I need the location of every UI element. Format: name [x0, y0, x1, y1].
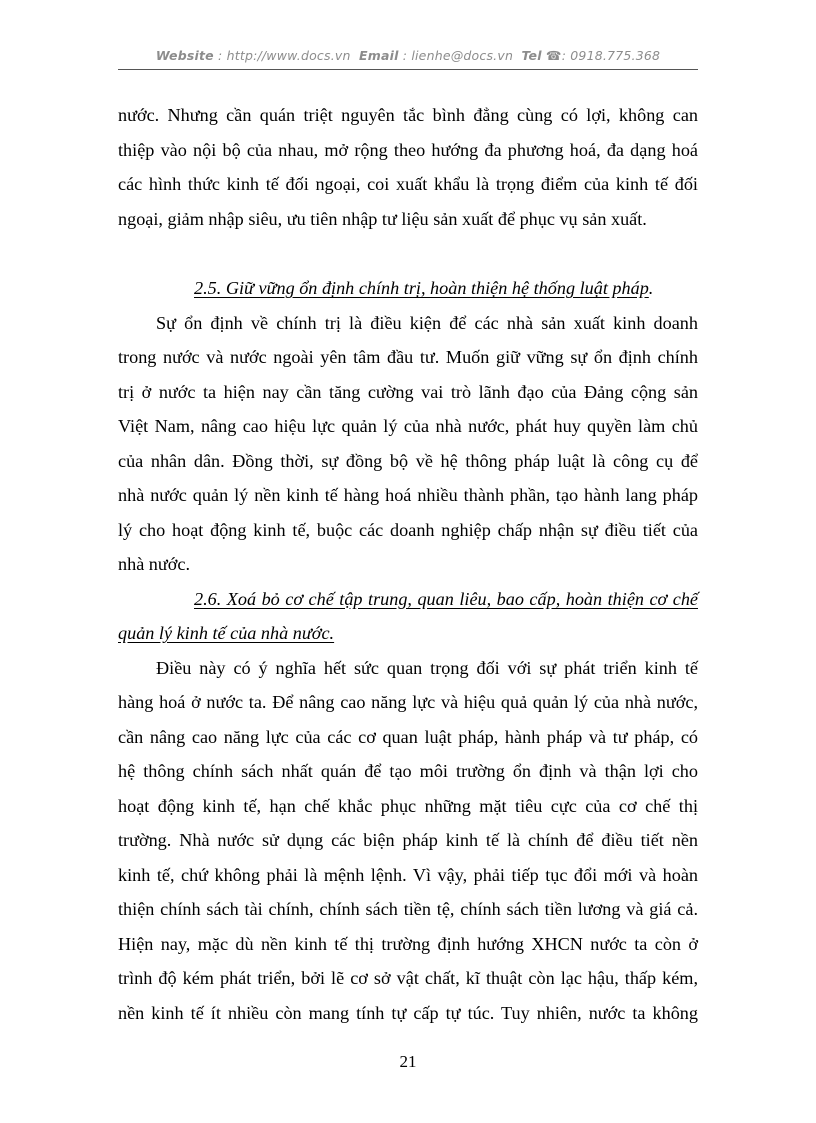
heading-text-line-1: 2.6. Xoá bỏ cơ chế tập trung, quan liêu, bao cấp, hoàn thiện cơ chế — [194, 588, 698, 609]
text-line: ngoại, giảm nhập siêu, ưu tiên nhập tư liệu sản xuất để phục vụ sản xuất. — [118, 208, 647, 229]
text-line: nền kinh tế ít nhiều còn mang tính tự cấp tự túc. Tuy nhiên, nước ta không — [118, 1002, 698, 1023]
tel-label: Tel — [521, 48, 542, 63]
text-line: kinh tế, chứ không phải là mệnh lệnh. Vì vậy, phải tiếp tục đổi mới và hoàn — [118, 864, 698, 885]
email-label: Email — [358, 48, 399, 63]
document-body — [118, 98, 698, 1030]
text-line: nhà nước. — [118, 554, 190, 574]
text-line: nước. Nhưng cần quán triệt nguyên tắc bình đẳng cùng có lợi, không can — [118, 105, 698, 125]
tel-value: : 0918.775.368 — [561, 48, 661, 63]
text-line: Việt Nam, nâng cao hiệu lực quản lý của nhà nước, phát huy quyền làm chủ — [118, 416, 698, 436]
text-line: trường. Nhà nước sử dụng các biện pháp kinh tế là chính để điều tiết nền — [118, 830, 698, 850]
section-heading-2-6 — [118, 582, 698, 651]
page-number: 21 — [399, 1052, 417, 1071]
heading-period: . — [648, 278, 654, 298]
text-line: thiệp vào nội bộ của nhau, mở rộng theo hướng đa phương hoá, đa dạng hoá — [118, 139, 698, 160]
website-label: Website — [155, 48, 214, 63]
text-line: trị ở nước ta hiện nay cần tăng cường vai trò lãnh đạo của Đảng cộng sản — [118, 381, 698, 402]
text-line: thiện chính sách tài chính, chính sách tiền tệ, chính sách tiền lương và giá cả. — [118, 899, 698, 919]
text-line: Sự ổn định về chính trị là điều kiện để các nhà sản xuất kinh doanh — [156, 312, 698, 333]
paragraph-3 — [118, 651, 698, 1031]
page-header — [118, 48, 698, 63]
paragraph-1 — [118, 98, 698, 236]
text-line: của nhân dân. Đồng thời, sự đồng bộ về hệ thông pháp luật là công cụ để — [118, 450, 698, 471]
header-rule — [118, 69, 698, 70]
text-line: trong nước và nước ngoài yên tâm đầu tư. Muốn giữ vững sự ổn định chính — [118, 347, 698, 367]
text-line: hàng hoá ở nước ta. Để nâng cao năng lực và hiệu quả quản lý của nhà nước, — [118, 692, 698, 712]
text-line: cần nâng cao năng lực của các cơ quan luật pháp, hành pháp và tư pháp, có — [118, 726, 698, 747]
paragraph-2 — [118, 306, 698, 582]
section-heading-2-5 — [118, 271, 698, 306]
phone-icon: ☎ — [545, 48, 562, 63]
website-value: : http://www.docs.vn — [218, 48, 351, 63]
email-value: : lienhe@docs.vn — [402, 48, 514, 63]
heading-text-line-2: quản lý kinh tế của nhà nước. — [118, 623, 335, 643]
text-line: trình độ kém phát triển, bởi lẽ cơ sở vật chất, kĩ thuật còn lạc hậu, thấp kém, — [118, 968, 698, 988]
heading-text: 2.5. Giữ vững ổn định chính trị, hoàn thiện hệ thống luật pháp — [194, 278, 649, 298]
text-line: nhà nước quản lý nền kinh tế hàng hoá nhiều thành phần, tạo hành lang pháp — [118, 485, 698, 505]
text-line: các hình thức kinh tế đối ngoại, coi xuất khẩu là trọng điểm của kinh tế đối — [118, 174, 698, 194]
text-line: lý cho hoạt động kinh tế, buộc các doanh nghiệp chấp nhận sự điều tiết của — [118, 519, 698, 540]
text-line: Hiện nay, mặc dù nền kinh tế thị trường định hướng XHCN nước ta còn ở — [118, 933, 698, 954]
text-line: Điều này có ý nghĩa hết sức quan trọng đối với sự phát triển kinh tế — [156, 657, 698, 678]
text-line: hoạt động kinh tế, hạn chế khắc phục những mặt tiêu cực của cơ chế thị — [118, 795, 698, 816]
text-line: hệ thông chính sách nhất quán để tạo môi trường ổn định và thận lợi cho — [118, 761, 698, 781]
